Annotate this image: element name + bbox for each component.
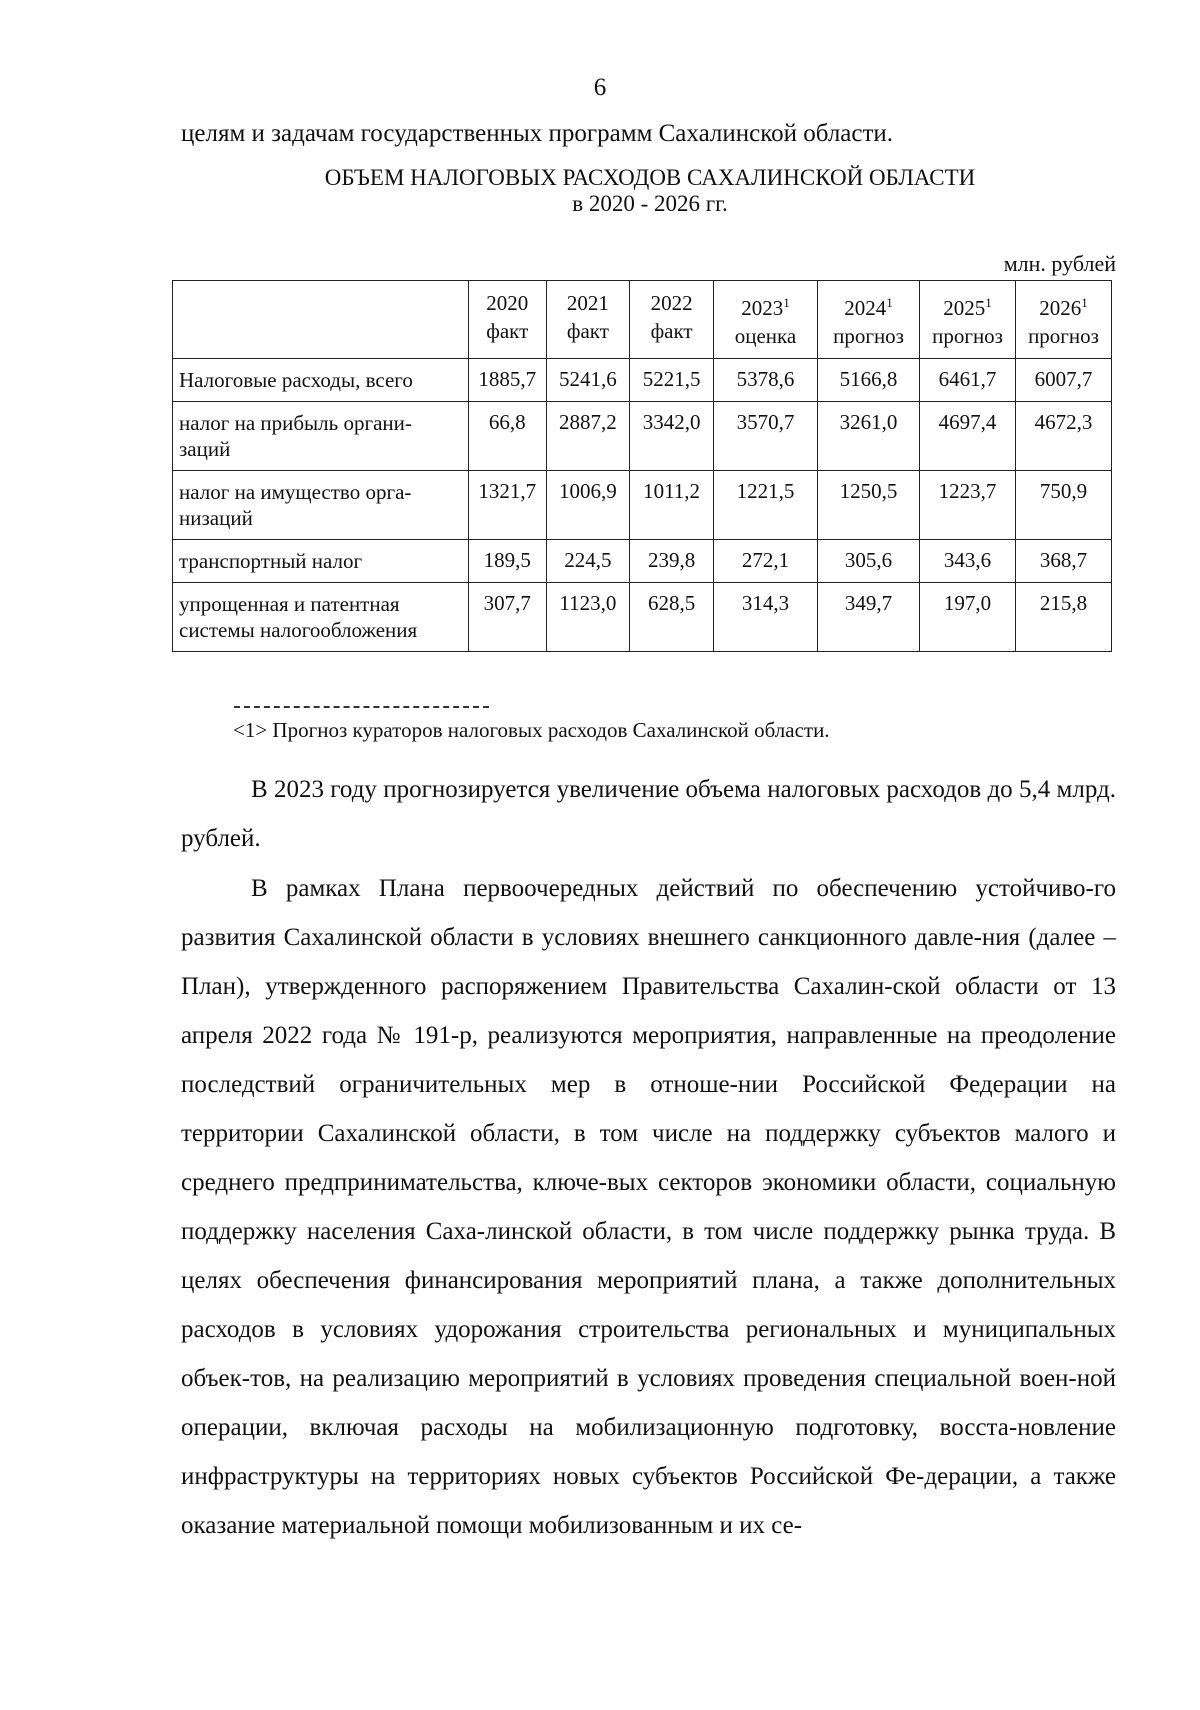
header-footnote-mark: 1 xyxy=(886,295,893,310)
header-cell-2023 xyxy=(713,281,817,359)
header-kind: факт xyxy=(486,319,529,343)
value-cell: 3342,0 xyxy=(630,402,714,471)
table-row xyxy=(173,540,1112,583)
header-cell-2021 xyxy=(546,281,630,359)
header-year: 2023$^1$ xyxy=(741,295,790,320)
header-kind: факт xyxy=(566,319,609,343)
paragraph-text: В 2023 году прогнозируется увеличение объема налоговых расходов до 5,4 млрд. рублей. xyxy=(181,776,1116,852)
header-cell-2026 xyxy=(1016,281,1112,359)
header-year: 2026$^1$ xyxy=(1039,295,1088,320)
header-kind: прогноз xyxy=(1028,324,1099,348)
value-cell: 5241,6 xyxy=(546,359,630,402)
row-label: налог на прибыль органи- заций xyxy=(173,402,469,471)
value-cell: 6461,7 xyxy=(920,359,1016,402)
header-year: 2022 xyxy=(650,291,693,315)
value-cell: 272,1 xyxy=(713,540,817,583)
header-cell-2020 xyxy=(468,281,546,359)
row-label: транспортный налог xyxy=(173,540,469,583)
value-cell: 750,9 xyxy=(1016,471,1112,540)
table-subtitle: в 2020 - 2026 гг. xyxy=(572,191,728,216)
header-year: 2020 xyxy=(486,291,529,315)
value-cell: 1321,7 xyxy=(468,471,546,540)
paragraph-text: В рамках Плана первоочередных действий по обеспечению устойчиво-го развития Сахалинской области в условиях внешнего санкционного давле-ния (далее – План), утвержденного распоряжением Правительства Сахалин-ской области от 13 апреля 2022 года № 191-р, реализуются мероприятия, направленные на преодоление последствий ограничительных мер в отноше-нии Российской Федерации на территории Сахалинской области, в том числе на поддержку субъектов малого и среднего предпринимательства, ключе-вых секторов экономики области, социальную поддержку населения Саха-линской области, в том числе поддержку рынка труда. В целях обеспечения финансирования мероприятий плана, а также дополнительных расходов в условиях удорожания строительства региональных и муниципальных объек-тов, на реализацию мероприятий в условиях проведения специальной воен-ной операции, включая расходы на мобилизационную подготовку, восста-новление инфраструктуры на территориях новых субъектов Российской Фе-дерации, а также оказание материальной помощи мобилизованным и их се- xyxy=(181,875,1116,1539)
value-cell: 305,6 xyxy=(818,540,920,583)
value-cell: 5166,8 xyxy=(818,359,920,402)
header-kind: оценка xyxy=(734,324,797,348)
value-cell: 224,5 xyxy=(546,540,630,583)
table-row xyxy=(173,471,1112,540)
value-cell: 1006,9 xyxy=(546,471,630,540)
header-cell-2025 xyxy=(920,281,1016,359)
header-cell-2024 xyxy=(818,281,920,359)
row-label: налог на имущество орга- низаций xyxy=(173,471,469,540)
header-cell-2022 xyxy=(630,281,714,359)
value-cell: 1885,7 xyxy=(468,359,546,402)
value-cell: 1250,5 xyxy=(818,471,920,540)
table-units: млн. рублей xyxy=(1003,251,1116,276)
value-cell: 215,8 xyxy=(1016,583,1112,652)
header-footnote-mark: 1 xyxy=(1081,295,1088,310)
value-cell: 189,5 xyxy=(468,540,546,583)
header-footnote-mark: 1 xyxy=(985,295,992,310)
header-year: 2025$^1$ xyxy=(943,295,992,320)
table-title: ОБЪЕМ НАЛОГОВЫХ РАСХОДОВ САХАЛИНСКОЙ ОБЛАСТИ xyxy=(324,165,976,190)
footnote: <1> Прогноз кураторов налоговых расходов Сахалинской области. xyxy=(233,718,830,742)
header-kind: прогноз xyxy=(833,324,904,348)
table-row xyxy=(173,583,1112,652)
value-cell: 349,7 xyxy=(818,583,920,652)
row-label: упрощенная и патентная системы налогообложения xyxy=(173,583,469,652)
table-header-row xyxy=(173,281,1112,359)
value-cell: 4697,4 xyxy=(920,402,1016,471)
header-year: 2024$^1$ xyxy=(844,295,893,320)
value-cell: 5378,6 xyxy=(713,359,817,402)
table-body xyxy=(173,359,1112,652)
header-kind: факт xyxy=(650,319,693,343)
tax-expenditures-table xyxy=(172,280,1112,652)
row-label: Налоговые расходы, всего xyxy=(173,359,469,402)
table-row xyxy=(173,359,1112,402)
value-cell: 368,7 xyxy=(1016,540,1112,583)
value-cell: 314,3 xyxy=(713,583,817,652)
value-cell: 4672,3 xyxy=(1016,402,1112,471)
paragraph-2 xyxy=(181,864,1116,1550)
value-cell: 1123,0 xyxy=(546,583,630,652)
value-cell: 239,8 xyxy=(630,540,714,583)
value-cell: 1011,2 xyxy=(630,471,714,540)
value-cell: 3570,7 xyxy=(713,402,817,471)
header-footnote-mark: 1 xyxy=(783,295,790,310)
page-number: 6 xyxy=(593,74,607,101)
value-cell: 307,7 xyxy=(468,583,546,652)
value-cell: 5221,5 xyxy=(630,359,714,402)
value-cell: 628,5 xyxy=(630,583,714,652)
value-cell: 1223,7 xyxy=(920,471,1016,540)
table-title-block xyxy=(250,165,1050,217)
header-empty-cell xyxy=(173,281,469,359)
paragraph-1 xyxy=(181,765,1116,863)
value-cell: 343,6 xyxy=(920,540,1016,583)
footnote-separator xyxy=(234,706,489,708)
value-cell: 6007,7 xyxy=(1016,359,1112,402)
table-row xyxy=(173,402,1112,471)
header-year: 2021 xyxy=(566,291,609,315)
value-cell: 197,0 xyxy=(920,583,1016,652)
intro-line: целям и задачам государственных программ Сахалинской области. xyxy=(181,120,894,147)
value-cell: 3261,0 xyxy=(818,402,920,471)
header-kind: прогноз xyxy=(932,324,1003,348)
value-cell: 66,8 xyxy=(468,402,546,471)
value-cell: 2887,2 xyxy=(546,402,630,471)
value-cell: 1221,5 xyxy=(713,471,817,540)
